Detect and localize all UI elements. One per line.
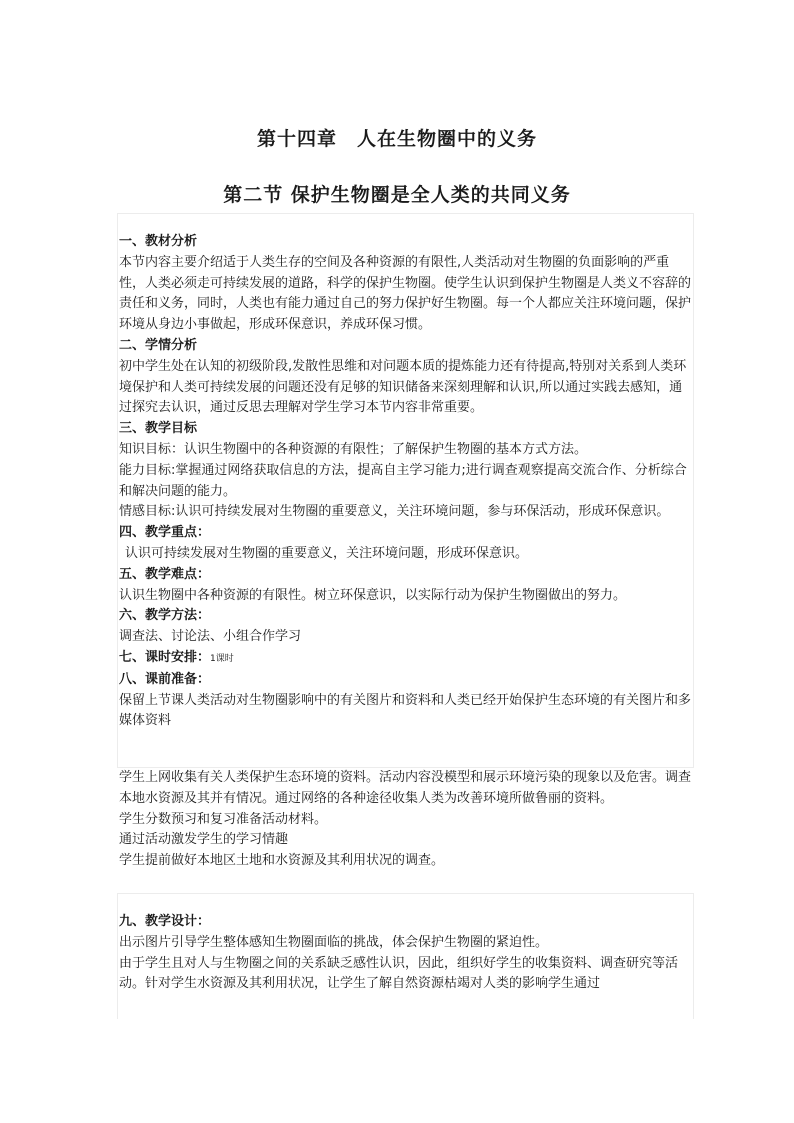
section-heading-difficulties: 五、教学难点：	[119, 566, 211, 582]
paragraph-difficulties: 认识生物圈中各种资源的有限性。树立环保意识，以实际行动为保护生物圈做出的努力。	[119, 587, 627, 603]
paragraph-student-preview: 学生分数预习和复习准备活动材料。	[119, 811, 328, 827]
objective-emotion: 情感目标:认识可持续发展对生物圈的重要意义，关注环境问题，参与环保活动，形成环保意识。	[119, 504, 670, 520]
objective-ability: 能力目标:掌握通过网络获取信息的方法，提高自主学习能力;进行调查观察提高交流合作、分析综合和解决问题的能力。	[119, 462, 687, 499]
section-title: 第二节 保护生物圈是全人类的共同义务	[223, 184, 571, 206]
chapter-title: 第十四章 人在生物圈中的义务	[256, 128, 537, 150]
paragraph-design-2: 由于学生且对人与生物圈之间的关系缺乏感性认识，因此，组织好学生的收集资料、调查研究等活动。针对学生水资源及其利用状况，让学生了解自然资源枯竭对人类的影响学生通过	[119, 955, 679, 992]
section-heading-objectives: 三、教学目标	[119, 421, 198, 437]
class-hours-value: 1课时	[210, 653, 234, 664]
section-heading-teaching-design: 九、教学设计：	[119, 914, 211, 929]
paragraph-methods: 调查法、讨论法、小组合作学习	[119, 629, 302, 645]
section-heading-methods: 六、教学方法：	[119, 608, 211, 624]
section-heading-learner-analysis: 二、学情分析	[119, 337, 198, 353]
paragraph-learner-analysis: 初中学生处在认知的初级阶段,发散性思维和对问题本质的提炼能力还有待提高,特别对关系到人类环境保护和人类可持续发展的问题还没有足够的知识储备来深刻理解和认识,所以通过实践去感知，通过探究去认识，通过反思去理解对学生学习本节内容非常重要。	[119, 358, 687, 416]
teaching-design	[119, 912, 691, 995]
objective-knowledge: 知识目标：认识生物圈中的各种资源的有限性；了解保护生物圈的基本方式方法。	[119, 441, 588, 457]
paragraph-survey: 学生提前做好本地区土地和水资源及其利用状况的调查。	[119, 853, 445, 869]
section-heading-preparation: 八、课前准备：	[119, 671, 211, 687]
section-heading-material-analysis: 一、教材分析	[119, 234, 198, 249]
preparation-continued	[119, 768, 691, 872]
paragraph-key-points: 认识可持续发展对生物圈的重要意义，关注环境问题，形成环保意识。	[125, 545, 529, 561]
paragraph-design-1: 出示图片引导学生整体感知生物圈面临的挑战，体会保护生物圈的紧迫性。	[119, 934, 549, 950]
paragraph-student-collect: 学生上网收集有关人类保护生态环境的资料。活动内容没模型和展示环境污染的现象以及危害。调查本地水资源及其并有情况。通过网络的各种途径收集人类为改善环境所做鲁丽的资料。	[119, 770, 692, 806]
lesson-plan-body	[119, 232, 691, 732]
paragraph-preparation: 保留上节课人类活动对生物圈影响中的有关图片和资料和人类已经开始保护生态环境的有关图片和多媒体资料	[119, 692, 692, 729]
class-hours-line	[119, 648, 691, 670]
paragraph-material-analysis: 本节内容主要介绍适于人类生存的空间及各种资源的有限性,人类活动对生物圈的负面影响的严重性，人类必须走可持续发展的道路，科学的保护生物圈。使学生认识到保护生物圈是人类义不容辞的责任和义务，同时，人类也有能力通过自己的努力保护好生物圈。每一个人都应关注环境问题，保护环境从身边小事做起，形成环保意识，养成环保习惯。	[119, 254, 692, 333]
section-heading-class-hours: 七、课时安排：	[119, 649, 211, 665]
section-heading-key-points: 四、教学重点：	[119, 525, 211, 541]
paragraph-activity-interest: 通过活动激发学生的学习情趣	[119, 832, 289, 848]
